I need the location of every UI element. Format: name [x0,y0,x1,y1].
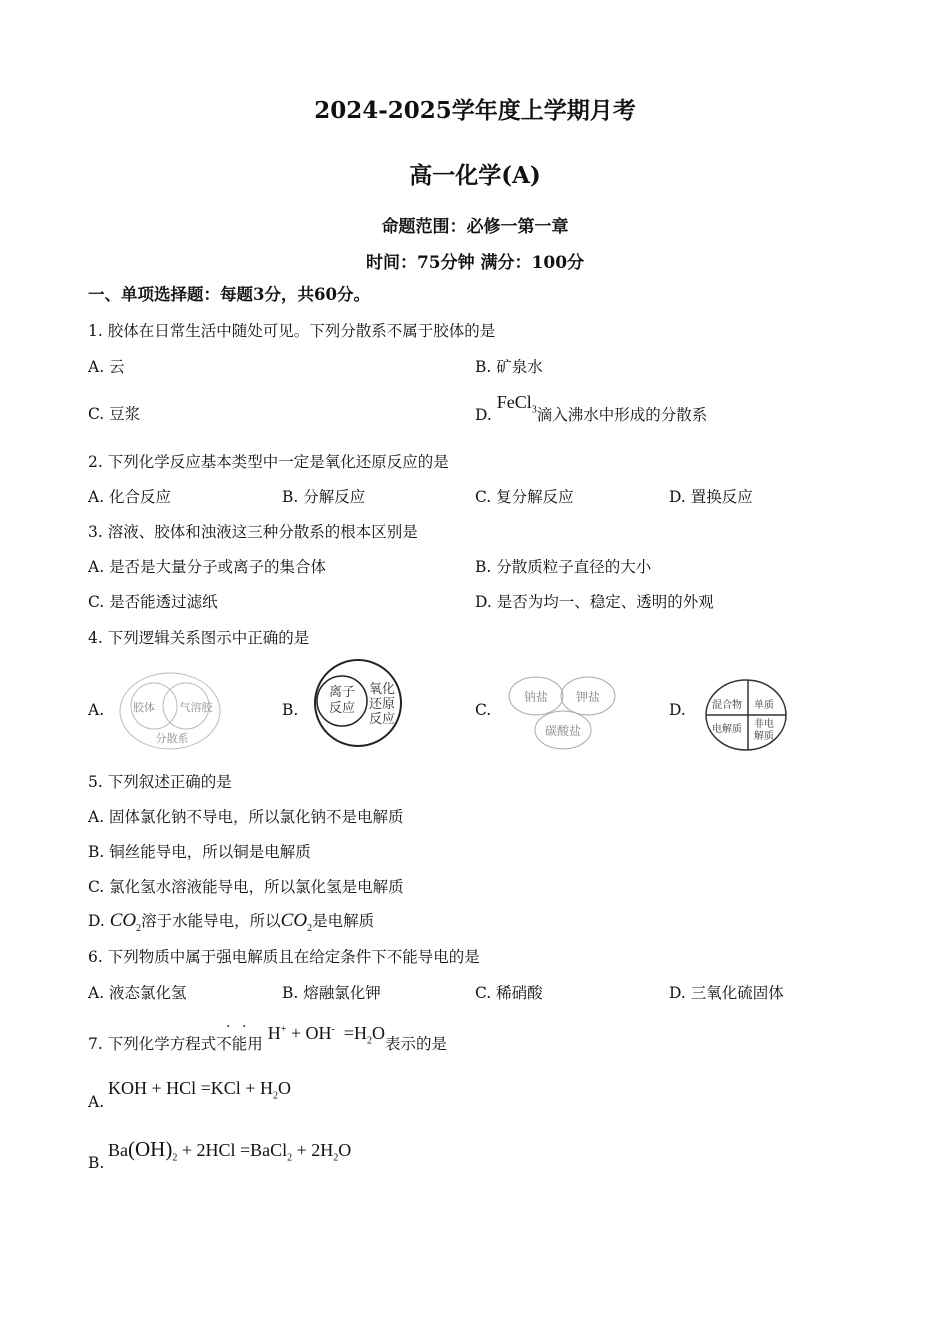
q7-option-b-equation: $Ba(OH)_2 + 2HCl$ =BaCl$_2$ + $2H_2O$ [108,1137,352,1164]
diagram-a-aerosol: 气溶胶 [179,701,213,714]
q6-option-b: B. 熔融氯化钾 [282,984,381,1002]
q3-stem: 3. 溶液、胶体和浊液这三种分散系的根本区别是 [88,523,418,541]
q2-stem: 2. 下列化学反应基本类型中一定是氧化还原反应的是 [88,453,449,471]
q7-stem-emphasis: 不能 [216,1035,248,1053]
q1-d-formula: FeCl$_3$ [496,392,537,416]
diagram-b-redox-3: 反应 [368,712,396,727]
q3-option-d: D. 是否为均一、稳定、透明的外观 [475,593,714,611]
q7-ion-equation: $H^+ + OH^- =H_2O$ [267,1023,385,1047]
q5-option-a: A. 固体氯化钠不导电，所以氯化钠不是电解质 [88,808,404,826]
diagram-c-carbonate: 碳酸盐 [544,724,582,738]
q5-d-label: D. [88,912,105,930]
q6-stem: 6. 下列物质中属于强电解质且在给定条件下不能导电的是 [88,948,480,966]
diagram-c-potassium: 钾盐 [575,690,601,704]
diagram-d-element: 单质 [754,700,774,711]
diagram-d-mixture: 混合物 [712,700,742,711]
q5-stem: 5. 下列叙述正确的是 [88,773,232,791]
q3-option-c: C. 是否能透过滤纸 [88,593,218,611]
q3-option-a: A. 是否是大量分子或离子的集合体 [88,558,327,576]
diagram-b-redox-1: 氧化 [368,682,396,697]
q1-option-b: B. 矿泉水 [475,358,543,376]
exam-title: 2024-2025学年度上学期月考 [314,97,636,124]
q2-option-a: A. 化合反应 [88,488,172,506]
q4-diagram-b [312,658,404,748]
q4-option-a: A. [88,701,105,719]
section-heading: 一、单项选择题：每题3分，共60分。 [88,285,370,304]
exam-scope: 命题范围：必修一第一章 [381,217,569,237]
q4-diagram-d [704,678,788,752]
q4-option-d: D. [669,701,686,719]
exam-time-score: 时间：75分钟 满分：100分 [365,253,585,273]
exam-subtitle: 高一化学(A) [409,162,541,189]
diagram-b-redox-2: 还原 [368,697,396,712]
q2-option-c: C. 复分解反应 [475,488,574,506]
diagram-c-sodium: 钠盐 [523,690,549,704]
diagram-d-nonelectrolyte-2: 解质 [754,731,774,742]
q5-d-co2-first: $CO_2$ [109,910,142,934]
q7-stem-start: 7. 下列化学方程式 [88,1035,217,1053]
q1-d-text: 滴入沸水中形成的分散系 [536,406,708,424]
q7-stem-end: 表示的是 [384,1035,447,1053]
q7-option-a-label: A. [88,1093,105,1111]
q1-option-d [475,392,708,433]
q4-option-c: C. [475,701,492,719]
emphasis-dot: · [242,1019,247,1035]
q6-option-c: C. 稀硝酸 [475,984,543,1002]
q7-stem-mid: 用 [247,1035,263,1053]
diagram-a-colloid: 胶体 [133,701,155,714]
q4-diagram-a [118,670,222,752]
q2-option-b: B. 分解反应 [282,488,366,506]
q6-option-a: A. 液态氯化氢 [88,984,187,1002]
emphasis-dot: · [226,1019,231,1035]
q5-d-end: 是电解质 [312,912,375,930]
diagram-b-ion-1: 离子 [328,685,356,700]
q4-stem: 4. 下列逻辑关系图示中正确的是 [88,629,310,647]
q5-option-c: C. 氯化氢水溶液能导电，所以氯化氢是电解质 [88,878,404,896]
q1-stem: 1. 胶体在日常生活中随处可见。下列分散系不属于胶体的是 [88,322,496,340]
diagram-b-ion-2: 反应 [328,701,356,716]
q4-diagram-c [506,674,618,752]
q6-option-d: D. 三氧化硫固体 [669,984,784,1002]
q1-d-label: D. [475,406,492,424]
q5-option-d [88,911,374,939]
q7-option-b-label: B. [88,1154,105,1172]
q1-option-c: C. 豆浆 [88,405,141,423]
q2-option-d: D. 置换反应 [669,488,753,506]
q5-d-co2-second: $CO_2$ [280,910,313,934]
q7-stem [88,1023,447,1062]
diagram-a-dispersion: 分散系 [155,732,189,745]
q1-option-a: A. 云 [88,358,125,376]
q5-d-mid: 溶于水能导电，所以 [141,912,281,930]
q7-option-a-equation: KOH + HCl $=KCl + H_2O$ [108,1078,291,1102]
q3-option-b: B. 分散质粒子直径的大小 [475,558,652,576]
diagram-d-nonelectrolyte-1: 非电 [754,719,774,730]
diagram-d-electrolyte: 电解质 [712,724,742,735]
q5-option-b: B. 铜丝能导电，所以铜是电解质 [88,843,311,861]
q4-option-b: B. [282,701,299,719]
